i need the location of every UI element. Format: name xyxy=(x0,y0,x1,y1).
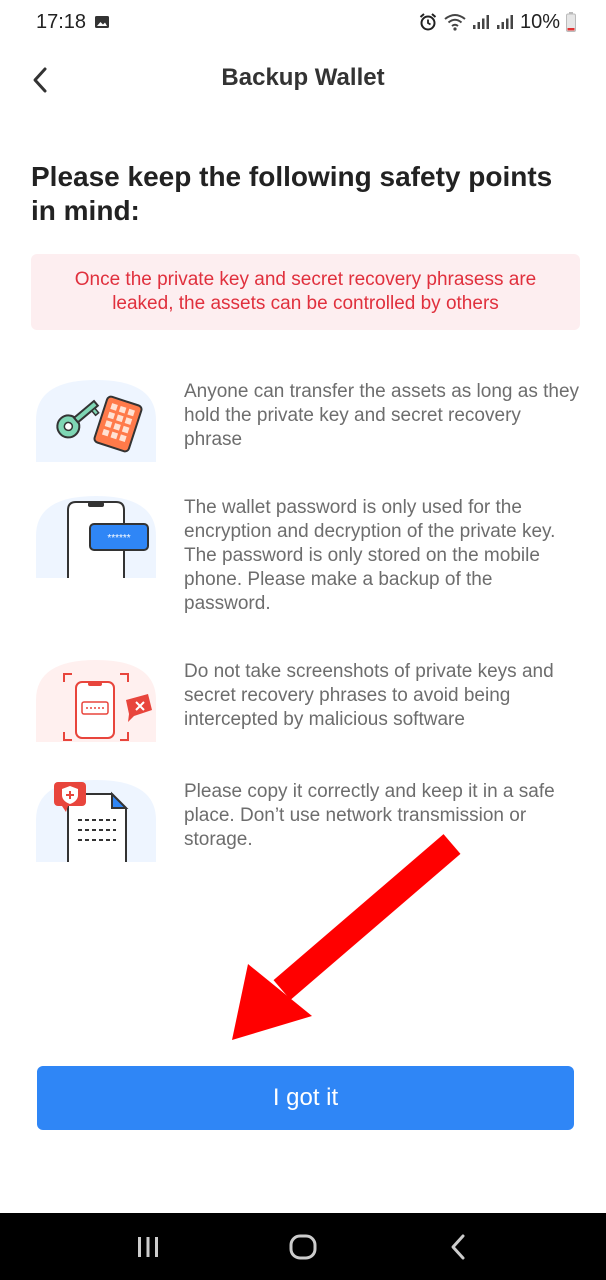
status-time: 17:18 xyxy=(36,10,87,33)
signal-icon xyxy=(496,14,514,30)
signal-icon xyxy=(472,14,490,30)
warning-banner: Once the private key and secret recovery phrasess are leaked, the assets can be controlled by others xyxy=(31,254,580,330)
back-icon xyxy=(448,1233,468,1261)
document-shield-icon xyxy=(36,780,156,862)
status-bar xyxy=(0,0,606,44)
home-button[interactable] xyxy=(273,1227,333,1267)
no-screenshot-icon xyxy=(36,660,156,742)
point-text: Please copy it correctly and keep it in a safe place. Don’t use network transmission or storage. xyxy=(184,781,555,850)
wifi-icon xyxy=(444,13,466,31)
got-it-button[interactable]: I got it xyxy=(37,1066,574,1130)
point-text: Anyone can transfer the assets as long as they hold the private key and secret recovery phrase xyxy=(184,381,580,450)
image-notification-icon xyxy=(94,14,110,30)
system-back-button[interactable] xyxy=(428,1227,488,1267)
app-bar xyxy=(0,44,606,116)
safety-heading: Please keep the following safety points in mind: xyxy=(31,161,553,226)
status-left xyxy=(36,11,110,34)
battery-icon xyxy=(566,12,576,32)
recent-apps-icon xyxy=(134,1234,162,1260)
point-text: The wallet password is only used for the encryption and decryption of the private key. The password is only stored on the mobile phone. Please make a backup of the password. xyxy=(184,497,556,614)
svg-text:******: ****** xyxy=(107,533,131,544)
alarm-icon xyxy=(418,12,438,32)
point-text: Do not take screenshots of private keys and secret recovery phrases to avoid being intercepted by malicious software xyxy=(184,661,554,730)
phone-password-icon xyxy=(36,496,156,578)
recent-apps-button[interactable] xyxy=(118,1227,178,1267)
page-title: Backup Wallet xyxy=(221,64,385,91)
status-right xyxy=(418,11,576,34)
home-icon xyxy=(288,1233,318,1261)
system-nav-bar xyxy=(0,1213,606,1280)
key-card-icon xyxy=(36,380,156,462)
battery-percent: 10% xyxy=(519,10,560,33)
